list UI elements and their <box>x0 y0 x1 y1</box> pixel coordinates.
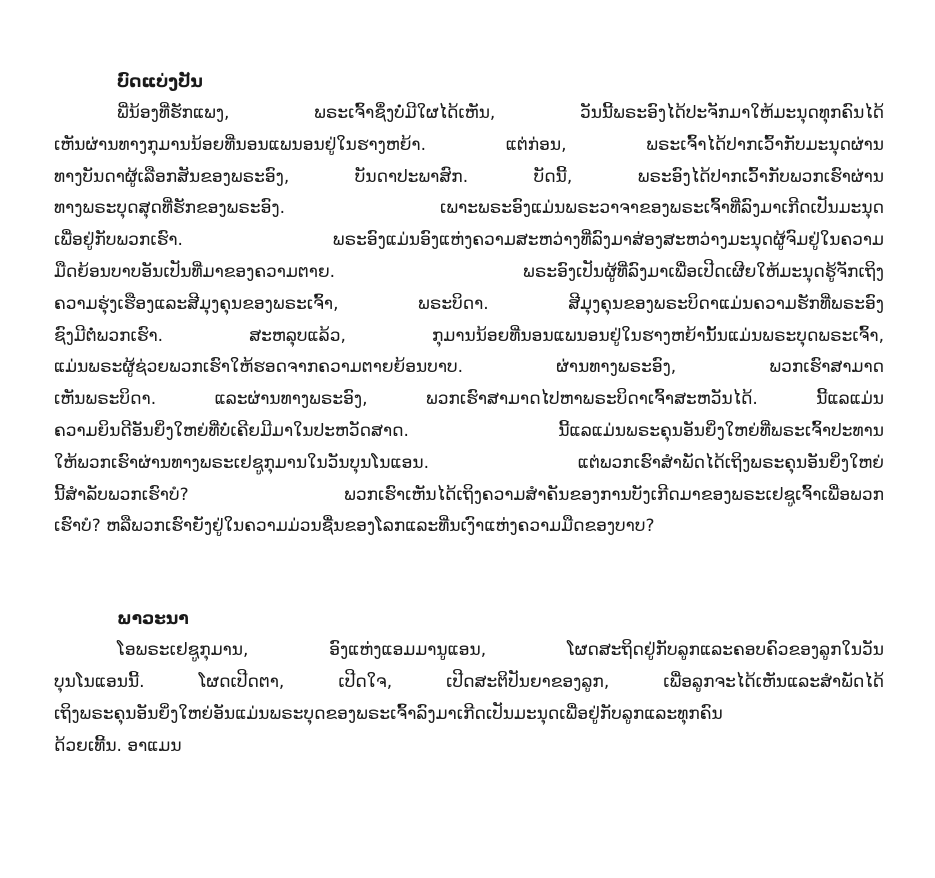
paragraph-line: ທາງພຣະບຸດສຸດທີ່ຮັກຂອງພຣະອົງ. ເພາະພຣະອົງແມ່ນພຣະວາຈາຂອງພຣະເຈົ້າທີ່ລົງມາເກີດເປັນມະນຸດ <box>54 198 884 219</box>
paragraph-line: ໂອພຣະເຢຊູກຸມານ, ອົງແຫ່ງແອມມານູແອນ, ໂຜດສະຖິດຢູ່ກັບລູກແລະຄອບຄົວຂອງລູກໃນວັນ <box>117 640 884 661</box>
paragraph-line: ເຫັນຜ່ານທາງກຸມານນ້ອຍທີ່ນອນແພນອນຢູ່ໃນຮາງຫຍ້າ. ແຕ່ກ່ອນ, ພຣະເຈົ້າໄດ້ປາກເວົ້າກັບມະນຸດຜ່ານ <box>54 134 884 155</box>
paragraph-line: ຄວາມຍິນດີອັນຍິ່ງໃຫຍ່ທີ່ບໍ່ເຄີຍມີມາໃນປະຫວັດສາດ. ນີ້ແລແມ່ນພຣະຄຸນອັນຍິ່ງໃຫຍ່ທີ່ພຣະເຈົ້າປະທານ <box>54 420 884 441</box>
paragraph-line: ເຖິງພຣະຄຸນອັນຍິ່ງໃຫຍ່ອັນແມ່ນພຣະບຸດຂອງພຣະເຈົ້າລົງມາເກີດເປັນມະນຸດເພື່ອຢູ່ກັບລູກແລະທຸກຄົນ <box>54 703 723 724</box>
prayer-paragraph <box>54 635 884 762</box>
paragraph-line: ຊົງມີຕໍ່ພວກເຮົາ. ສະຫລຸບແລ້ວ, ກຸມານນ້ອຍທີ່ນອນແພນອນຢູ່ໃນຮາງຫຍ້ານັ້ນແມ່ນພຣະບຸດພຣະເຈົ້າ, <box>54 325 884 346</box>
document-page <box>54 66 884 762</box>
paragraph-line: ມືດຍ້ອນບາບອັນເປັນທີ່ມາຂອງຄວາມຕາຍ. ພຣະອົງເປັນຜູ້ທີ່ລົງມາເພື່ອເປີດເຜີຍໃຫ້ມະນຸດຮູ້ຈັກເຖິງ <box>54 261 884 282</box>
paragraph-line: ພີ່ນ້ອງທີ່ຮັກແພງ, ພຣະເຈົ້າຊຶ່ງບໍ່ມີໃຜໄດ້ເຫັນ, ວັນນີ້ພຣະອົງໄດ້ປະຈັກມາໃຫ້ມະນຸດທຸກຄົນໄດ້ <box>117 103 884 123</box>
paragraph-line: ເຮົາບໍ? ຫລືພວກເຮົາຍັງຢູ່ໃນຄວາມມ່ວນຊື່ນຂອງໂລກແລະທີ່ນເງົາແຫ່ງຄວາມມືດຂອງບາບ? <box>54 516 655 537</box>
paragraph-line: ແມ່ນພຣະຜູ້ຊ່ວຍພວກເຮົາໃຫ້ຮອດຈາກຄວາມຕາຍຍ້ອນບາບ. ຜ່ານທາງພຣະອົງ, ພວກເຮົາສາມາດ <box>54 357 884 378</box>
section-heading-sharing: ບົດແບ່ງປັນ <box>117 72 203 92</box>
paragraph-line: ນີ້ສຳລັບພວກເຮົາບໍ? ພວກເຮົາເຫັນໄດ້ເຖິງຄວາມສຳຄັນຂອງການບັງເກີດມາຂອງພຣະເຢຊູເຈົ້າເພື່ອພວກ <box>54 484 884 505</box>
paragraph-line: ຄວາມຮຸ່ງເຮືອງແລະສີມຸງຄຸນຂອງພຣະເຈົ້າ, ພຣະບິດາ. ສີມຸງຄຸນຂອງພຣະບິດາແມ່ນຄວາມຮັກທີ່ພຣະອົງ <box>54 293 884 314</box>
paragraph-line: ເພື່ອຢູ່ກັບພວກເຮົາ. ພຣະອົງແມ່ນອົງແຫ່ງຄວາມສະຫວ່າງທີ່ລົງມາສ່ອງສະຫວ່າງມະນຸດຜູ້ຈົມຢູ່ໃນຄວາມ <box>54 230 884 251</box>
paragraph-line: ດ້ວຍເທີ້ນ. ອາແມນ <box>54 735 182 756</box>
sharing-paragraph <box>54 98 884 543</box>
paragraph-line: ເຫັນພຣະບິດາ. ແລະຜ່ານທາງພຣະອົງ, ພວກເຮົາສາມາດໄປຫາພຣະບິດາເຈົ້າສະຫວັນໄດ້. ນີ້ແລແມ່ນ <box>54 389 884 410</box>
paragraph-line: ທາງບັນດາຜູ້ເລືອກສັນຂອງພຣະອົງ, ບັນດາປະພາສົກ. ບັດນີ້, ພຣະອົງໄດ້ປາກເວົ້າກັບພວກເຮົາຜ່ານ <box>54 166 884 187</box>
paragraph-line: ໃຫ້ພວກເຮົາຜ່ານທາງພຣະເຢຊູກຸມານໃນວັນບຸນໂນແອນ. ແຕ່ພວກເຮົາສຳພັດໄດ້ເຖິງພຣະຄຸນອັນຍິ່ງໃຫຍ່ <box>54 452 884 473</box>
section-heading-prayer: ພາວະນາ <box>117 609 189 630</box>
section-spacer <box>54 543 884 603</box>
paragraph-line: ບຸນໂນແອນນີ້. ໂຜດເປີດຕາ, ເປີດໃຈ, ເປີດສະຕິປັນຍາຂອງລູກ, ເພື່ອລູກຈະໄດ້ເຫັນແລະສຳພັດໄດ້ <box>54 671 884 692</box>
